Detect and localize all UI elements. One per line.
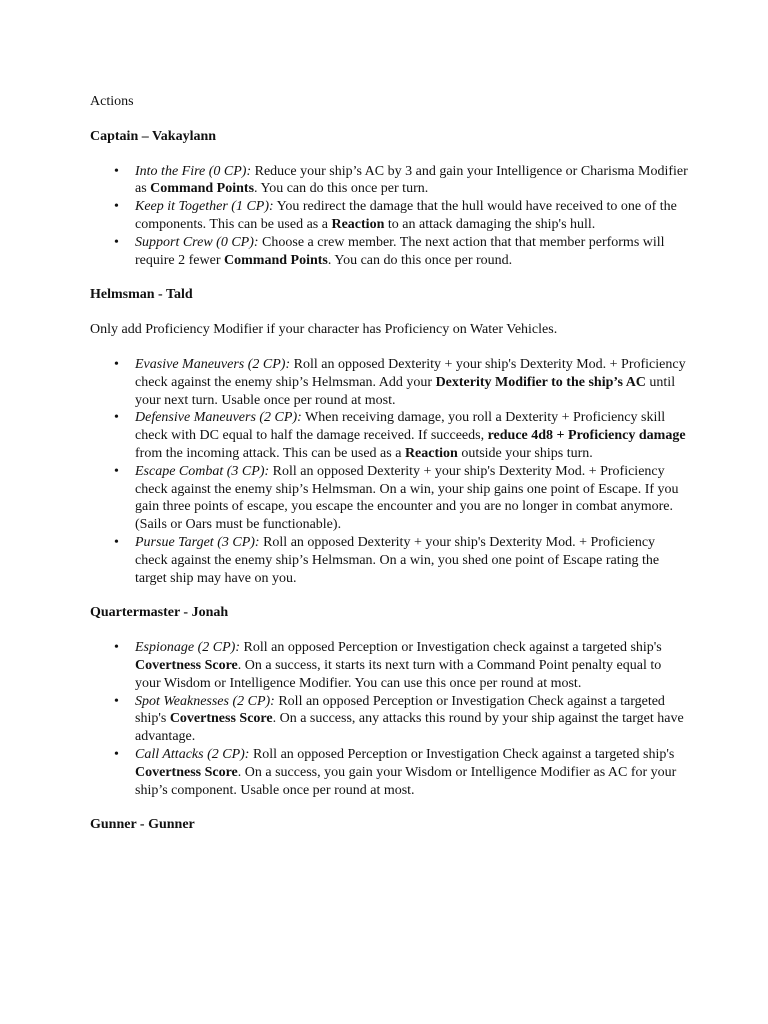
action-name: Into the Fire (0 CP): bbox=[135, 163, 252, 179]
action-keyword: Reaction bbox=[404, 445, 458, 461]
action-keyword: reduce 4d8 + Proficiency damage bbox=[487, 428, 686, 444]
action-text: . You can do this once per turn. bbox=[254, 181, 429, 197]
action-item bbox=[90, 198, 690, 234]
action-item bbox=[90, 463, 690, 534]
action-name: Call Attacks (2 CP): bbox=[135, 746, 250, 762]
action-keyword: Command Points bbox=[224, 252, 328, 268]
action-item bbox=[90, 639, 690, 692]
action-text: Roll an opposed Perception or Investigation Check against a targeted ship's bbox=[135, 693, 665, 727]
action-text: Roll an opposed Perception or Investigation check against a targeted ship's bbox=[239, 640, 662, 656]
action-text: . You can do this once per round. bbox=[327, 252, 513, 268]
action-name: Spot Weaknesses (2 CP): bbox=[135, 693, 275, 709]
action-name: Escape Combat (3 CP): bbox=[135, 463, 270, 479]
action-text: until your next turn. Usable once per round at most. bbox=[135, 374, 676, 408]
action-item bbox=[90, 409, 690, 462]
action-text: Roll an opposed Dexterity + your ship's Dexterity Mod. + Proficiency check against the enemy ship’s Helmsman. On a win, your ship gains one point of Escape. If you gain three points of escape, you escape the encounter and you are no longer in combat anymore. (Sails or Oars must be functionable). bbox=[135, 463, 679, 533]
action-text: outside your ships turn. bbox=[457, 445, 593, 461]
document-page bbox=[90, 93, 690, 834]
action-keyword: Covertness Score bbox=[169, 711, 273, 727]
action-keyword: Dexterity Modifier to the ship’s AC bbox=[435, 374, 646, 390]
action-item bbox=[90, 693, 690, 746]
action-text: . On a success, it starts its next turn with a Command Point penalty equal to your Wisdom or Intelligence Modifier. You can use this once per round at most. bbox=[135, 657, 662, 691]
sections-container bbox=[90, 128, 690, 834]
action-text: You redirect the damage that the hull would have received to one of the components. This can be used as a bbox=[135, 199, 677, 232]
action-list bbox=[90, 639, 690, 799]
action-item bbox=[90, 163, 690, 199]
action-text: When receiving damage, you roll a Dexterity + Proficiency skill check with DC equal to half the damage received. If succeeds, bbox=[135, 410, 666, 444]
document-title: Actions bbox=[90, 94, 134, 109]
action-name: Evasive Maneuvers (2 CP): bbox=[135, 356, 291, 372]
action-text: Choose a crew member. The next action that that member performs will require 2 fewer bbox=[135, 234, 665, 268]
action-list bbox=[90, 163, 690, 270]
action-keyword: Covertness Score bbox=[135, 764, 238, 780]
action-text: from the incoming attack. This can be used as a bbox=[135, 445, 405, 461]
action-text: Reduce your ship’s AC by 3 and gain your Intelligence or Charisma Modifier as bbox=[135, 163, 688, 197]
section-heading: Quartermaster - Jonah bbox=[90, 605, 229, 621]
action-item bbox=[90, 534, 690, 587]
section-intro: Only add Proficiency Modifier if your character has Proficiency on Water Vehicles. bbox=[90, 322, 558, 338]
section-heading: Helmsman - Tald bbox=[90, 287, 193, 303]
action-item bbox=[90, 356, 690, 409]
action-name: Pursue Target (3 CP): bbox=[135, 534, 260, 550]
section-heading: Gunner - Gunner bbox=[90, 817, 195, 833]
action-keyword: Command Points bbox=[150, 181, 255, 197]
action-text: . On a success, any attacks this round by your ship against the target have advantage. bbox=[135, 711, 684, 745]
action-text: Roll an opposed Dexterity + your ship's Dexterity Mod. + Proficiency check against the enemy ship’s Helmsman. Add your bbox=[135, 356, 686, 390]
action-item bbox=[90, 746, 690, 799]
action-name: Defensive Maneuvers (2 CP): bbox=[135, 410, 302, 426]
section-heading: Captain – Vakaylann bbox=[90, 128, 217, 144]
action-text: to an attack damaging the ship's hull. bbox=[384, 216, 596, 232]
action-item bbox=[90, 234, 690, 270]
action-name: Espionage (2 CP): bbox=[135, 640, 240, 656]
action-text: Roll an opposed Dexterity + your ship's Dexterity Mod. + Proficiency check against the enemy ship’s Helmsman. On a win, you shed one point of Escape rating the target ship may have on you. bbox=[135, 534, 660, 586]
action-keyword: Reaction bbox=[331, 216, 385, 232]
action-list bbox=[90, 356, 690, 587]
action-name: Support Crew (0 CP): bbox=[135, 234, 259, 250]
action-name: Keep it Together (1 CP): bbox=[135, 199, 274, 215]
action-text: . On a success, you gain your Wisdom or Intelligence Modifier as AC for your ship’s component. Usable once per round at most. bbox=[135, 764, 677, 798]
action-keyword: Covertness Score bbox=[135, 657, 238, 673]
action-text: Roll an opposed Perception or Investigation Check against a targeted ship's bbox=[249, 746, 675, 762]
